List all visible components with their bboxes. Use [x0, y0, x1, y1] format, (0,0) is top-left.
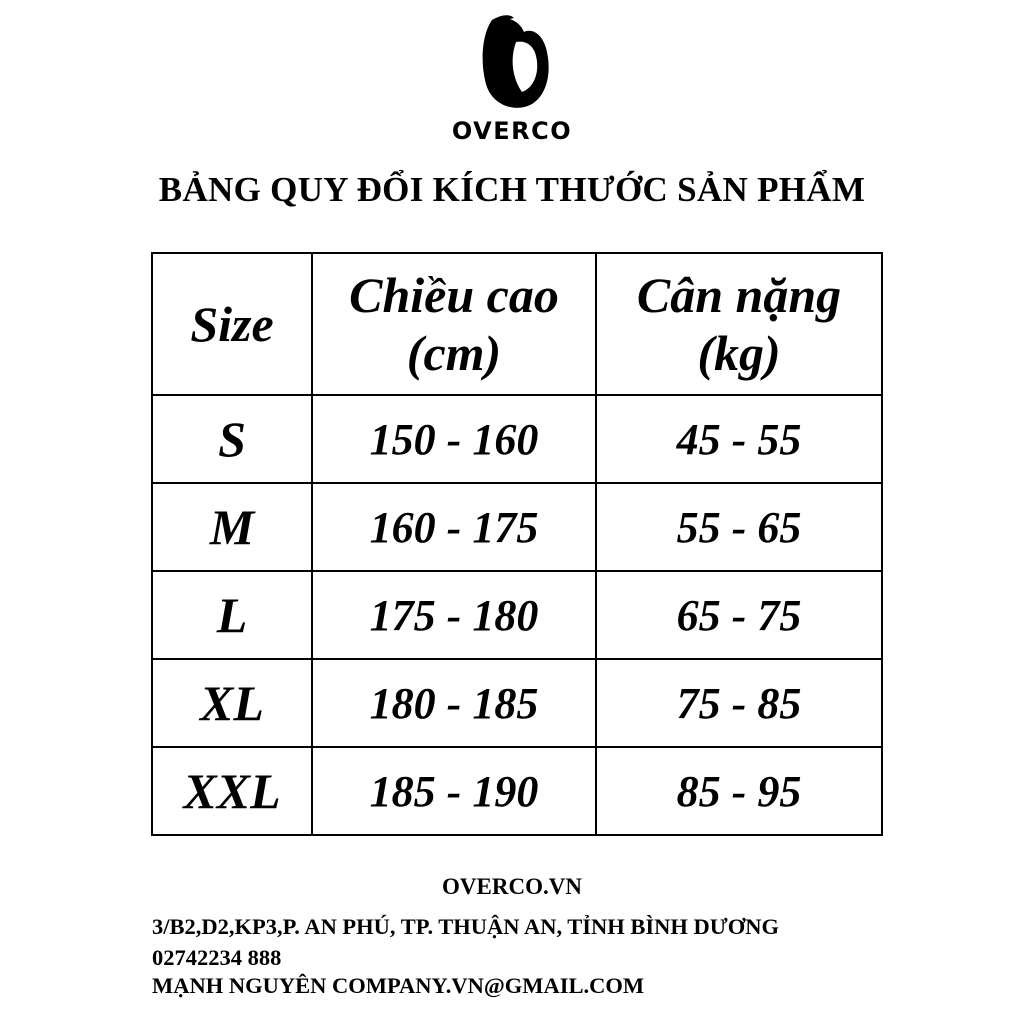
weight-cell: 45 - 55	[596, 395, 882, 483]
size-cell: S	[152, 395, 312, 483]
height-cell: 160 - 175	[312, 483, 596, 571]
page-title: BẢNG QUY ĐỔI KÍCH THƯỚC SẢN PHẨM	[158, 170, 866, 209]
size-conversion-table	[151, 252, 883, 836]
table-row	[152, 659, 882, 747]
header-weight	[596, 253, 882, 395]
table-row	[152, 571, 882, 659]
footer-email: MẠNH NGUYÊN COMPANY.VN@GMAIL.COM	[152, 973, 645, 998]
weight-cell: 55 - 65	[596, 483, 882, 571]
header-size-label: Size	[190, 296, 274, 352]
weight-cell: 85 - 95	[596, 747, 882, 835]
table-row	[152, 747, 882, 835]
height-cell: 180 - 185	[312, 659, 596, 747]
height-cell: 185 - 190	[312, 747, 596, 835]
header-height	[312, 253, 596, 395]
overco-logo-icon	[478, 12, 554, 114]
footer-phone: 02742234 888	[152, 945, 282, 970]
header-weight-label: Cân nặng	[636, 267, 842, 323]
size-cell: XXL	[152, 747, 312, 835]
header-height-unit: (cm)	[406, 325, 502, 381]
height-cell: 175 - 180	[312, 571, 596, 659]
weight-cell: 65 - 75	[596, 571, 882, 659]
table-row	[152, 395, 882, 483]
footer-website: OVERCO.VN	[442, 874, 582, 899]
height-cell: 150 - 160	[312, 395, 596, 483]
brand-name: OVERCO	[451, 117, 573, 145]
size-cell: XL	[152, 659, 312, 747]
footer-address: 3/B2,D2,KP3,P. AN PHÚ, TP. THUẬN AN, TỈNH BÌNH DƯƠNG	[152, 914, 779, 939]
table-header-row	[152, 253, 882, 395]
header-weight-unit: (kg)	[697, 325, 781, 381]
size-cell: M	[152, 483, 312, 571]
table-row	[152, 483, 882, 571]
header-height-label: Chiều cao	[349, 267, 559, 323]
size-cell: L	[152, 571, 312, 659]
weight-cell: 75 - 85	[596, 659, 882, 747]
header-size	[152, 253, 312, 395]
